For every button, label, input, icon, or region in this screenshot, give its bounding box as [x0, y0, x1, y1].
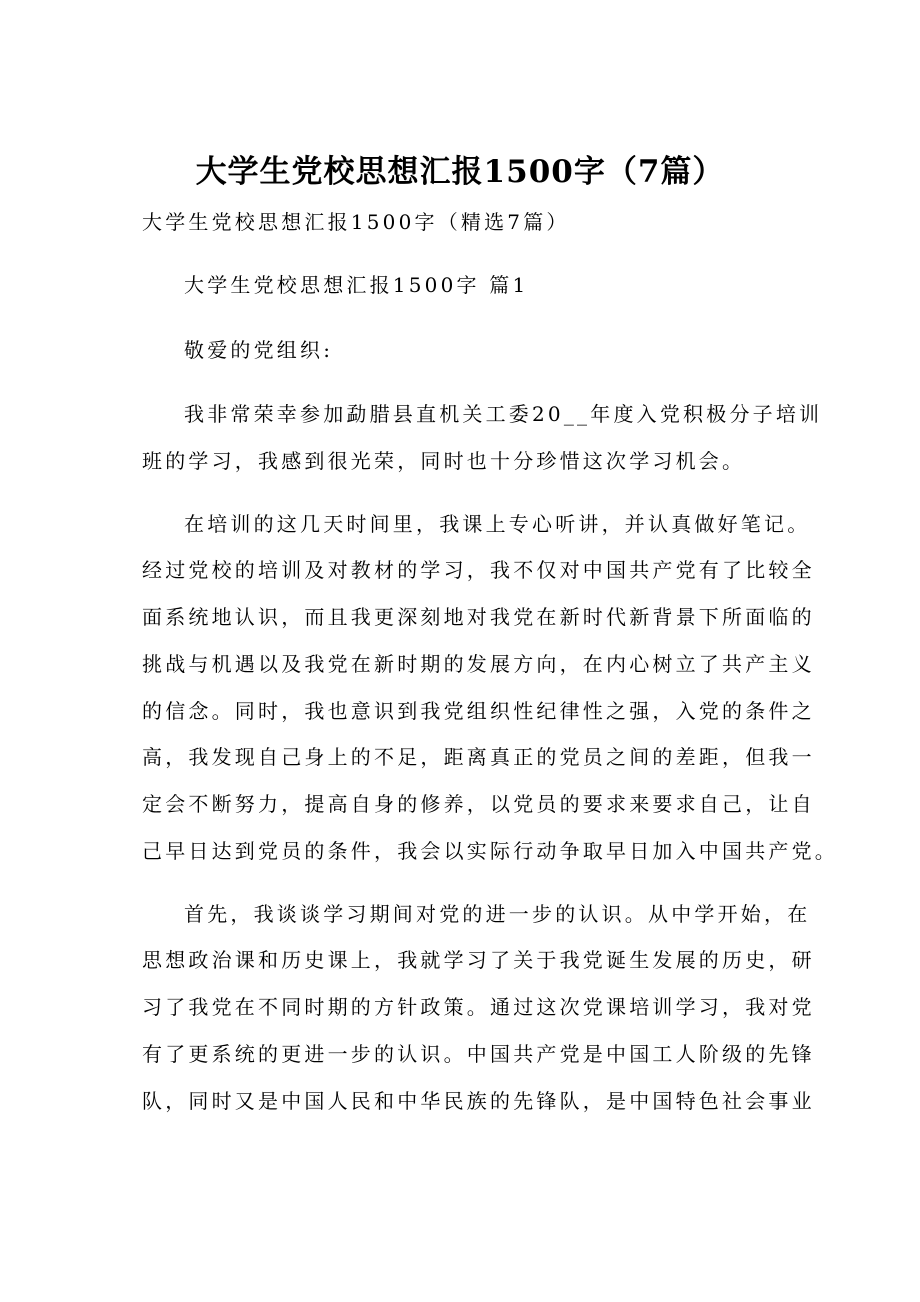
paragraph-line: 面系统地认识，而且我更深刻地对我党在新时代新背景下所面临的 [142, 605, 815, 629]
paragraph-line: 在培训的这几天时间里，我课上专心听讲，并认真做好笔记。 [184, 512, 811, 536]
paragraph-line: 我非常荣幸参加勐腊县直机关工委20__年度入党积极分子培训 [184, 402, 823, 426]
paragraph-line: 思想政治课和历史课上，我就学习了关于我党诞生发展的历史，研 [142, 948, 815, 972]
paragraph-line: 挑战与机遇以及我党在新时期的发展方向，在内心树立了共产主义 [142, 652, 815, 676]
salutation: 敬爱的党组织: [184, 338, 334, 362]
paragraph-line: 队，同时又是中国人民和中华民族的先锋队，是中国特色社会事业 [142, 1089, 815, 1113]
paragraph-line: 班的学习，我感到很光荣，同时也十分珍惜这次学习机会。 [142, 449, 746, 473]
section-heading: 大学生党校思想汇报1500字 篇1 [184, 273, 529, 297]
paragraph-line: 的信念。同时，我也意识到我党组织性纪律性之强，入党的条件之 [142, 699, 815, 723]
paragraph-line: 己早日达到党员的条件，我会以实际行动争取早日加入中国共产党。 [142, 839, 838, 863]
paragraph-line: 有了更系统的更进一步的认识。中国共产党是中国工人阶级的先锋 [142, 1042, 815, 1066]
paragraph-line: 定会不断努力，提高自身的修养，以党员的要求来要求自己，让自 [142, 792, 815, 816]
paragraph-line: 经过党校的培训及对教材的学习，我不仅对中国共产党有了比较全 [142, 558, 815, 582]
document-title: 大学生党校思想汇报1500字（7篇） [195, 154, 725, 190]
document-subtitle: 大学生党校思想汇报1500字（精选7篇） [142, 210, 570, 234]
paragraph-line: 习了我党在不同时期的方针政策。通过这次党课培训学习，我对党 [142, 995, 815, 1019]
paragraph-line: 首先，我谈谈学习期间对党的进一步的认识。从中学开始，在 [184, 902, 811, 926]
paragraph-line: 高，我发现自己身上的不足，距离真正的党员之间的差距，但我一 [142, 745, 815, 769]
